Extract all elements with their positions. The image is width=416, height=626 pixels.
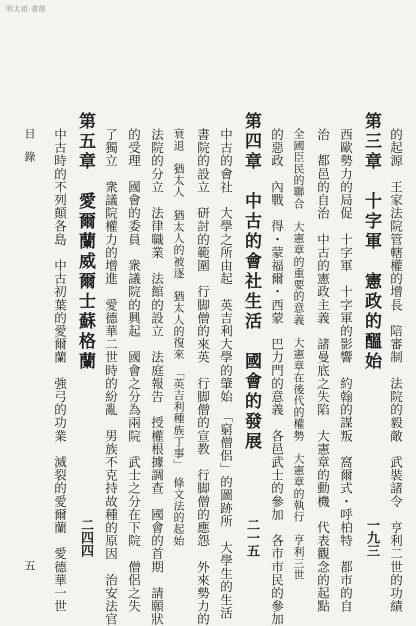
toc-line: 中古時的不列顛各島 中古初葉的愛爾蘭 強弓的功業 滅裂的愛爾蘭 愛德華一世 xyxy=(52,128,68,613)
folio-number: 五 xyxy=(23,560,36,571)
toc-line: 法院的分立 法律職業 法館的設立 法庭報告 授權根據調查 國會的首期 請願狀 xyxy=(149,128,165,626)
chapter-5-page: 二四四 xyxy=(78,518,93,557)
chapter-3-heading: 第三章 十字軍 憲政的醞始 xyxy=(361,112,381,372)
toc-line: 西歐勢力的局促 十字軍 十字軍的影響 約翰的謀叛 窩爾式・呼柏特 都市的自 xyxy=(338,128,354,613)
toc-line: 中古的會社 大學之所由起 英吉利大學的肇始 「窮僧侶」的圖跡所 大學生的生活 xyxy=(218,128,234,620)
toc-line: 了獨立 衆議院權力的增進 愛德華二世時的紛亂 男族不克持故種的原因 治安法官 xyxy=(103,128,119,626)
toc-line: 的起源 王家法院管轄權的增長 陪審制 法院的毅敵 武裝諸令 亨利二世的功績 xyxy=(388,128,404,613)
chapter-3-page: 一九三 xyxy=(364,518,379,557)
toc-line: 的受理 國會的委員 衆議院的興起 國會之分為兩院 武士之分在下院 僧侶之失 xyxy=(126,128,142,613)
library-watermark: 明太祖·書館 xyxy=(6,5,47,13)
running-footer-left: 目錄 xyxy=(23,128,36,174)
chapter-4-page: 二一五 xyxy=(244,518,259,557)
toc-line: 全國臣民的聯合 大憲章的重要的意義 大憲章在後代的權勢 大憲章的執行 亨利三世 xyxy=(292,128,305,581)
toc-line: 的惡政 內戰 得・蒙福爾・西蒙 巴力門的意義 各邑武士的參加 各市市民的參加 xyxy=(269,128,285,626)
chapter-4-heading: 第四章 中古的會社生活 國會的發展 xyxy=(241,112,261,452)
toc-line: 衰退 猶太人 猶太人的被逐 猶太人的復來 「英吉利種族丁事」 條文法的起始 xyxy=(172,128,185,547)
toc-line: 書院的設立 研討的範圍 行脚僧的來英 行脚僧的宣教 行脚僧的應怨 外來勢力的 xyxy=(195,128,211,626)
chapter-5-heading: 第五章 愛爾蘭威爾士蘇格蘭 xyxy=(75,112,95,372)
toc-line: 治 都邑的自治 中古的憲政主義 諸曼底之失陷 大憲章的動機 代表觀念的起點 xyxy=(315,128,331,613)
